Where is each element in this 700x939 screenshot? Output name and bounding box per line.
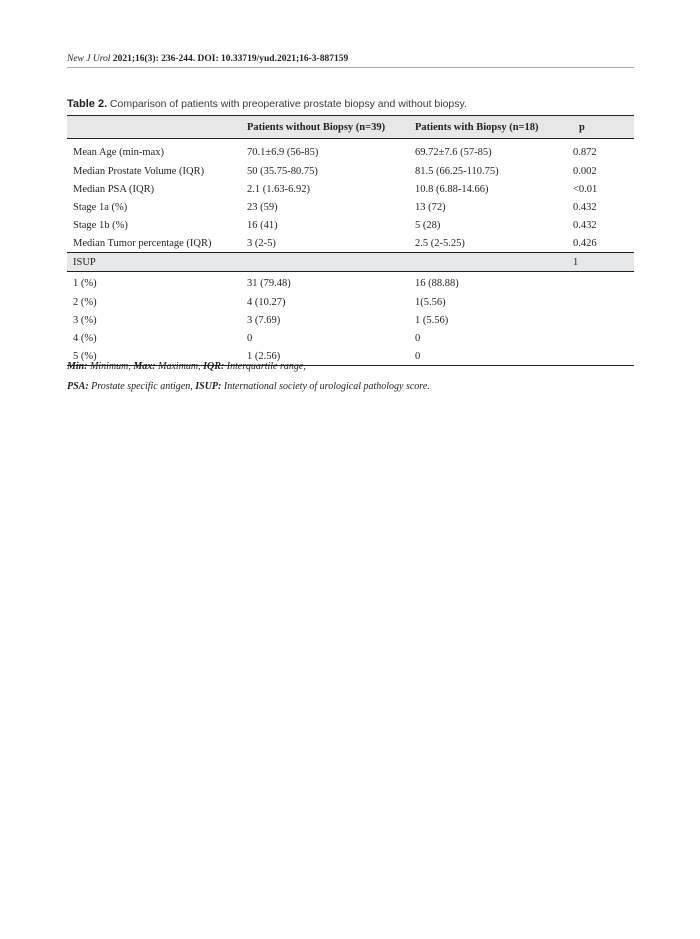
row-label: 2 (%): [73, 296, 97, 308]
cell-p-value: 0.432: [573, 201, 597, 213]
cell-without-biopsy: 50 (35.75-80.75): [247, 165, 318, 177]
row-label: 5 (%): [67, 347, 241, 366]
table-caption-text: Comparison of patients with preoperative prostate biopsy and without biopsy.: [109, 98, 467, 110]
cell-without-biopsy: 3 (7.69): [247, 314, 281, 326]
cell-without-biopsy: 31 (79.48): [247, 278, 291, 289]
table-row: [67, 198, 634, 216]
header-cell-with-biopsy: Patients with Biopsy (n=18): [409, 116, 567, 139]
article-citation: 2021;16(3): 236-244. DOI: 10.33719/yud.2021;16-3-887159: [112, 54, 349, 64]
section-cell-p-value: 1: [567, 253, 634, 272]
section-label: ISUP: [67, 253, 241, 272]
cell-p-value: 0.432: [573, 219, 597, 231]
footnote-abbr: Min:: [67, 361, 88, 372]
footnote-abbr: Max:: [133, 361, 156, 372]
header-rule: [67, 67, 634, 68]
cell-with-biopsy: 2.5 (2-5.25): [415, 237, 465, 249]
row-label: Stage 1a (%): [73, 201, 128, 213]
row-label: Median PSA (IQR): [73, 183, 155, 195]
cell-p-value: [567, 311, 634, 329]
journal-name: New J Urol: [67, 54, 111, 64]
footnote-definition: International society of urological pathology score.: [221, 381, 430, 392]
row-label: Stage 1b (%): [73, 219, 128, 231]
cell-without-biopsy: 70.1±6.9 (56-85): [247, 146, 319, 158]
header-cell-without-biopsy: Patients without Biopsy (n=39): [241, 116, 409, 139]
table-row: [67, 272, 634, 294]
table-row: [67, 180, 634, 198]
cell-p-value: 0.872: [573, 146, 597, 158]
footnote-abbr: PSA:: [67, 381, 89, 392]
footnote-definition: Maximum,: [155, 361, 204, 372]
cell-without-biopsy: 23 (59): [247, 201, 278, 213]
row-label: 4 (%): [73, 332, 97, 344]
footnote-definition: Prostate specific antigen,: [88, 381, 196, 392]
header-cell-p-value: p: [567, 116, 634, 139]
cell-without-biopsy: 1 (2.56): [241, 347, 409, 366]
table-row: [67, 293, 634, 311]
cell-without-biopsy: 16 (41): [247, 219, 278, 231]
cell-p-value: <0.01: [573, 183, 598, 195]
row-label: 3 (%): [73, 314, 97, 326]
table-row: [67, 234, 634, 253]
cell-without-biopsy: 4 (10.27): [247, 296, 286, 308]
footnote-definition: Interquartile range,: [224, 361, 306, 372]
cell-with-biopsy: 5 (28): [415, 219, 441, 231]
table-caption: [67, 97, 634, 111]
row-label: Mean Age (min-max): [73, 146, 164, 158]
section-cell-without-biopsy: [241, 253, 409, 272]
cell-p-value: [567, 329, 634, 347]
cell-p-value: [567, 293, 634, 311]
table-row: [67, 162, 634, 180]
running-header: [67, 53, 634, 65]
section-cell-with-biopsy: [409, 253, 567, 272]
cell-with-biopsy: 1 (5.56): [415, 314, 449, 326]
cell-with-biopsy: 1(5.56): [415, 296, 446, 308]
cell-p-value: [567, 272, 634, 294]
cell-with-biopsy: 10.8 (6.88-14.66): [415, 183, 489, 195]
row-label: Median Tumor percentage (IQR): [73, 237, 212, 249]
row-label: 1 (%): [73, 278, 97, 289]
table-row: [67, 311, 634, 329]
table-row: [67, 216, 634, 234]
row-label: Median Prostate Volume (IQR): [73, 165, 205, 177]
cell-with-biopsy: 13 (72): [415, 201, 446, 213]
comparison-table: [67, 115, 634, 366]
table-row: [67, 139, 634, 163]
footnote-abbreviations-2: [67, 380, 634, 393]
header-cell-label: [67, 116, 241, 139]
table-caption-label: Table 2.: [67, 98, 108, 110]
cell-without-biopsy: 3 (2-5): [247, 237, 276, 249]
cell-without-biopsy: 0: [247, 332, 253, 344]
footnote-abbr: ISUP:: [195, 381, 222, 392]
cell-with-biopsy: 69.72±7.6 (57-85): [415, 146, 492, 158]
cell-with-biopsy: 81.5 (66.25-110.75): [415, 165, 499, 177]
cell-p-value: 0.002: [573, 165, 597, 177]
table-row: [67, 329, 634, 347]
footnote-abbr: IQR:: [203, 361, 225, 372]
cell-p-value: 0.426: [573, 237, 597, 249]
isup-section-row: [67, 253, 634, 272]
table-header-row: [67, 116, 634, 139]
footnote-definition: Minimum,: [87, 361, 134, 372]
cell-with-biopsy: 16 (88.88): [415, 278, 459, 289]
cell-with-biopsy: 0: [409, 347, 567, 366]
footnote-abbreviations-1: [67, 360, 634, 373]
cell-without-biopsy: 2.1 (1.63-6.92): [247, 183, 310, 195]
cell-with-biopsy: 0: [415, 332, 421, 344]
